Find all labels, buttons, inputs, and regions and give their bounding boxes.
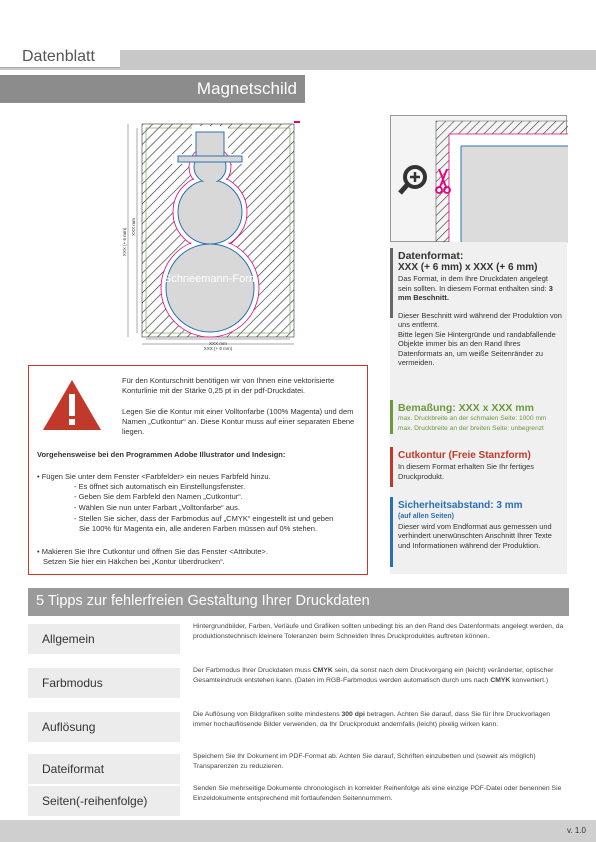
tip-label: Allgemein (28, 624, 180, 654)
bemassung-head: Bemaßung: XXX x XXX mm (398, 402, 534, 414)
tip-text-bold: 300 dpi (341, 711, 365, 718)
tip-row (28, 664, 569, 702)
warning-p1: Für den Konturschnitt benötigen wir von Ihnen eine vektorisierte Konturlinie mit der Stärke 0,25 pt in der pdf-Druckdatei. (122, 376, 335, 395)
tip-text-part: Die Auflösung von Bildgrafiken sollte mindestens (193, 711, 342, 718)
shape-drawing (95, 112, 375, 357)
tip-text (193, 710, 565, 729)
warning-bullet2: • Makieren Sie Ihre Cutkontur und öffnen Sie das Fenster <Attribute>. (37, 547, 268, 556)
datenformat-sub: XXX (+ 6 mm) x XXX (+ 6 mm) (398, 262, 538, 273)
sicherheit-head: Sicherheitsabstand: 3 mm (398, 500, 523, 511)
warning-heading: Vorgehensweise bei den Programmen Adobe Illustrator und Indesign: (37, 450, 286, 459)
page-title: Magnetschild (196, 79, 297, 98)
tips-bar (28, 588, 569, 616)
tip-text-part: Der Farbmodus Ihrer Druckdaten muss (193, 667, 313, 674)
sicherheit-section (398, 500, 563, 550)
tip-text: Hintergrundbilder, Farben, Verläufe und Grafiken sollten unbedingt bis an den Rand des Datenformats angelegt werden, da produktionstechnisch kleinere Toleranzen beim Schneiden Ihres Druckproduktes auftreten können. (193, 623, 564, 640)
dim-height-inner: XXX mm (131, 218, 136, 236)
warning-p2: Legen Sie die Kontur mit einer Volltonfarbe (100% Magenta) und dem Namen „Cutkontur“ an. Diese Kontur muss auf einer separaten Ebene liegen. (122, 407, 355, 436)
cutkontur-section (398, 450, 563, 481)
tip-text-part: betragen. Achten Sie darauf, dass Sie für Ihre Druckvorlagen immer hochauflösende Bilder verwenden, da Ihr Druckprodukt andernfalls (leicht) pixelig wirken kann. (193, 711, 551, 728)
tip-text-part: sein, da sonst nach dem Druckvorgang ein (leicht) veränderter, optischer Gesamteindruck entstehen kann. (Daten im RGB-Farbmodus werden automatisch durch uns nach (193, 667, 554, 684)
warning-bullet2a: Setzen Sie hier ein Häkchen bei „Kontur überdrucken“. (43, 557, 225, 566)
cutkontur-text: In diesem Format erhalten Sie Ihr fertiges Druckprodukt. (398, 462, 534, 481)
datenformat-section (398, 250, 563, 368)
datenblatt-label: Datenblatt (22, 48, 95, 65)
sicherheit-text: Dieser wird vom Endformat aus gemessen und verhindert unerwünschten Anschnitt Ihrer Texte und Informationen während der Produktion. (398, 521, 552, 550)
bleed-advice: Bitte legen Sie Hintergründe und randabfallende Objekte immer bis an den Rand Ihres Datenformats an, um weiße Seitenränder zu vermeiden. (398, 329, 556, 367)
tip-label: Auflösung (28, 712, 180, 742)
shape-label: Schneemann-Form (163, 273, 259, 285)
datenformat-text: Das Format, in dem Ihre Druckdaten angelegt sein sollten. In diesem Format enthalten sind: (398, 274, 548, 293)
tip-row (28, 708, 569, 746)
info-panel (390, 242, 567, 574)
warning-bullet1b: - Geben Sie dem Farbfeld den Namen „Cutkontur“. (74, 492, 243, 501)
dim-width-inner: XXX mm (209, 341, 227, 346)
tip-label: Seiten(-reihenfolge) (28, 786, 180, 816)
tip-row (28, 782, 569, 820)
tip-text-bold: CMYK (490, 676, 511, 684)
detail-zoom (390, 115, 567, 242)
datenformat-bleed: 3 mm Beschnitt. (398, 283, 553, 302)
warning-bullet1: • Fügen Sie unter dem Fenster <Farbfelder> ein neues Farbfeld hinzu. (37, 472, 271, 481)
warning-icon (41, 378, 103, 432)
tip-label: Dateiformat (28, 754, 180, 784)
bemassung-line2: max. Druckbreite an der breiten Seite: unbegrenzt (398, 424, 544, 432)
warning-bullet1a: - Es öffnet sich automatisch ein Einstellungsfenster. (74, 482, 246, 491)
sicherheit-sub: (auf allen Seiten) (398, 513, 455, 520)
warning-bullet1e: Sie 100% für Magenta ein, alle anderen Farben müssen auf 0% stehen. (79, 524, 318, 533)
warning-bullet1c: - Wählen Sie nun unter Farbart „Volltonfarbe“ aus. (74, 503, 240, 512)
version-label: v. 1.0 (567, 826, 586, 835)
warning-bullet1d: - Stellen Sie sicher, dass der Farbmodus auf „CMYK“ eingestellt ist und geben (74, 514, 334, 523)
zoom-icon (400, 167, 425, 193)
tip-text (193, 666, 565, 685)
tip-text: Senden Sie mehrseitige Dokumente chronologisch in korrekter Reihenfolge als eine einzige PDF-Datei oder benennen Sie Einzeldokumente entsprechend mit fortlaufenden Seitennummern. (193, 785, 562, 802)
cutkontur-head: Cutkontur (Freie Stanzform) (398, 450, 531, 461)
bemassung-line1: max. Druckbreite an der schmalen Seite: 1000 mm (398, 415, 547, 422)
tip-text-part: konvertiert.) (510, 676, 549, 684)
dim-height-outer: XXX (+ 6 mm) (122, 227, 127, 257)
bemassung-section (398, 402, 563, 433)
bleed-note: Dieser Beschnitt wird während der Produktion von uns entfernt. (398, 310, 562, 329)
tip-text: Speichern Sie Ihr Dokument im PDF-Format ab. Achten Sie darauf, Schriften einzubetten und (soweit als möglich) Transparenzen zu reduzieren. (193, 753, 536, 770)
tips-title: 5 Tipps zur fehlerfreien Gestaltung Ihrer Druckdaten (36, 593, 370, 609)
warning-box (28, 365, 368, 575)
dim-width-outer: XXX (+ 6 mm) (203, 346, 233, 351)
datenformat-head: Datenformat: (398, 250, 464, 262)
footer-bar (0, 820, 596, 842)
tip-row (28, 620, 569, 658)
tip-text-bold: CMYK (312, 667, 333, 674)
tip-label: Farbmodus (28, 668, 180, 698)
title-bar (0, 75, 305, 103)
